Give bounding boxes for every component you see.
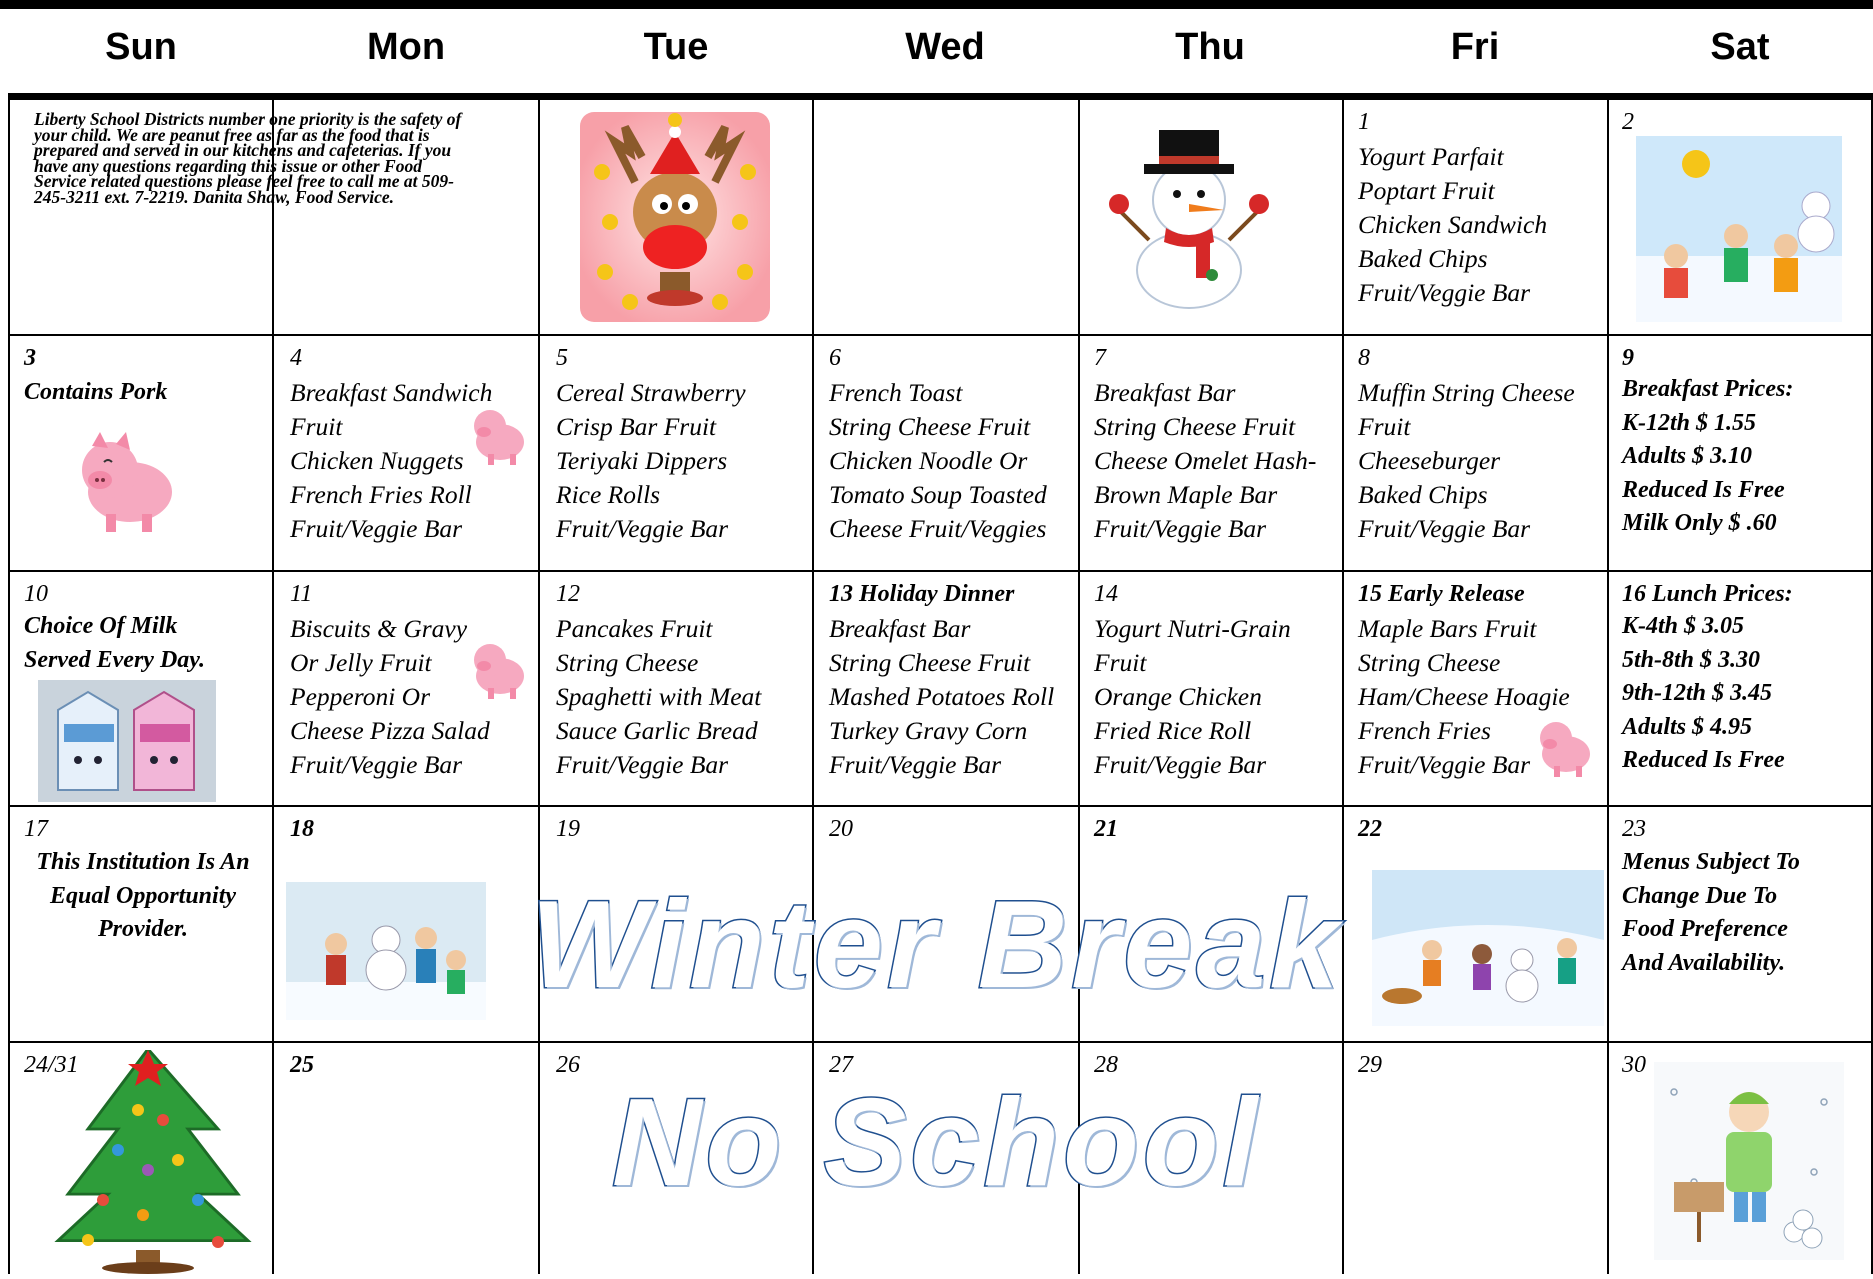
pig-icon	[70, 430, 180, 535]
menu-item: Chicken Nuggets	[290, 446, 464, 475]
price-item: K-12th $ 1.55	[1622, 409, 1757, 436]
date-label: 22	[1358, 816, 1382, 842]
grid-row-divider	[8, 805, 1873, 807]
grid-row-divider	[8, 570, 1873, 572]
date-label: 2	[1622, 109, 1634, 135]
menu-item: Brown Maple Bar	[1094, 480, 1278, 509]
date-label: 17	[24, 816, 48, 842]
menu-item: Maple Bars Fruit	[1358, 614, 1537, 643]
note-line: And Availability.	[1622, 949, 1786, 976]
menu-items	[1094, 612, 1291, 782]
note-line: Change Due To	[1622, 882, 1778, 909]
no-school-banner: No School	[611, 1074, 1262, 1212]
menu-items	[1358, 376, 1575, 546]
note-line: Equal Opportunity	[49, 882, 237, 909]
menu-item: Fruit/Veggie Bar	[1358, 278, 1531, 307]
pig-icon	[1536, 716, 1596, 778]
menu-item: Cheeseburger	[1358, 446, 1501, 475]
date-label: 1	[1358, 109, 1370, 135]
menu-item: Breakfast Bar	[1094, 378, 1236, 407]
day-sat: Sat	[1710, 26, 1770, 68]
menu-items	[556, 612, 761, 782]
menu-item: Fried Rice Roll	[1094, 716, 1252, 745]
menu-item: Fruit/Veggie Bar	[1358, 750, 1531, 779]
menu-item: Spaghetti with Meat	[556, 682, 762, 711]
date-label: 24/31	[24, 1052, 79, 1078]
menu-items	[24, 376, 167, 410]
price-item: 5th-8th $ 3.30	[1622, 646, 1761, 673]
date-label: 26	[556, 1052, 580, 1078]
note-line: This Institution Is An	[36, 849, 250, 875]
milk-carton-icon	[38, 680, 216, 802]
pig-icon	[470, 638, 530, 700]
grid-row-divider	[8, 334, 1873, 336]
kids-snow-icon	[1636, 136, 1842, 322]
menu-item: Crisp Bar Fruit	[556, 412, 717, 441]
price-item: Breakfast Prices:	[1622, 376, 1794, 402]
menu-item: Chicken Noodle Or	[829, 446, 1028, 475]
menu-item: French Fries	[1358, 716, 1491, 745]
menu-item: Fruit	[290, 412, 343, 441]
date-label: 23	[1622, 816, 1646, 842]
note-line: Menus Subject To	[1622, 849, 1800, 875]
top-rule	[0, 0, 1873, 9]
menu-item: Or Jelly Fruit	[290, 648, 432, 677]
price-item: Milk Only $ .60	[1622, 510, 1777, 536]
note-line: Provider.	[98, 916, 188, 942]
menu-items	[1358, 140, 1547, 310]
menu-item: Choice Of Milk	[24, 613, 178, 639]
menu-item: String Cheese Fruit	[829, 412, 1031, 441]
date-label: 29	[1358, 1052, 1382, 1078]
date-label: 28	[1094, 1052, 1118, 1078]
menu-items	[829, 612, 1054, 782]
price-item: K-4th $ 3.05	[1622, 613, 1745, 639]
menu-item: Biscuits & Gravy	[290, 614, 468, 643]
date-label: 13 Holiday Dinner	[829, 581, 1015, 607]
date-label: 7	[1094, 345, 1106, 371]
menu-item: Turkey Gravy Corn	[829, 716, 1028, 745]
menu-item: Muffin String Cheese	[1358, 378, 1575, 407]
menu-item: Orange Chicken	[1094, 682, 1262, 711]
menu-item: Fruit/Veggie Bar	[556, 750, 729, 779]
menu-item: Yogurt Parfait	[1358, 142, 1504, 171]
date-label: 3	[24, 345, 36, 371]
menu-items	[1094, 376, 1316, 546]
menu-items	[24, 610, 205, 677]
date-label: 27	[829, 1052, 853, 1078]
menu-item: Sauce Garlic Bread	[556, 716, 758, 745]
menu-item: Fruit/Veggie Bar	[1094, 514, 1267, 543]
menu-item: String Cheese Fruit	[829, 648, 1031, 677]
peanut-free-note: Liberty School Districts number one priority is the safety of your child. We are peanut free as far as the food that is prepared and served in our kitchens and cafeterias. If you have any questions regarding this issue or other Food Service related questions please feel free to call me at 509-245-3211 ext. 7-2219. Danita Shaw, Food Service.	[34, 109, 462, 207]
menu-item: Ham/Cheese Hoagie	[1358, 682, 1570, 711]
menu-item: Tomato Soup Toasted	[829, 480, 1047, 509]
day-fri: Fri	[1450, 26, 1500, 68]
date-label: 11	[290, 581, 313, 607]
menu-item: Mashed Potatoes Roll	[829, 682, 1055, 711]
date-label: 10	[24, 581, 48, 607]
price-item: Adults $ 4.95	[1622, 713, 1753, 740]
day-wed: Wed	[905, 26, 985, 68]
price-item: Reduced Is Free	[1622, 747, 1785, 773]
day-thu: Thu	[1175, 26, 1245, 68]
date-label: 19	[556, 816, 580, 842]
header-rule	[8, 93, 1873, 100]
menu-item: Fruit/Veggie Bar	[829, 750, 1002, 779]
menu-item: Cheese Pizza Salad	[290, 716, 490, 745]
date-label: 16 Lunch Prices:	[1622, 581, 1793, 607]
date-label: 18	[290, 816, 314, 842]
date-label: 15 Early Release	[1358, 581, 1525, 607]
date-label: 9	[1622, 345, 1634, 371]
price-list	[1622, 373, 1793, 541]
menu-item: Fruit	[1094, 648, 1147, 677]
date-label: 5	[556, 345, 568, 371]
menu-item: String Cheese	[1358, 648, 1501, 677]
date-label: 20	[829, 816, 853, 842]
price-list	[1622, 610, 1785, 778]
menu-item: French Fries Roll	[290, 480, 472, 509]
menu-item: Cheese Omelet Hash-	[1094, 446, 1317, 475]
menu-item: Fruit/Veggie Bar	[290, 750, 463, 779]
day-tue: Tue	[643, 26, 709, 68]
day-mon: Mon	[366, 26, 446, 68]
menu-item: Teriyaki Dippers	[556, 446, 728, 475]
menu-items	[556, 376, 746, 546]
menu-item: Rice Rolls	[556, 480, 661, 509]
date-label: 25	[290, 1052, 314, 1078]
menu-item: Yogurt Nutri-Grain	[1094, 614, 1291, 643]
menu-item: Poptart Fruit	[1358, 176, 1495, 205]
menu-item: Pancakes Fruit	[556, 614, 713, 643]
menu-item: String Cheese	[556, 648, 699, 677]
menu-item: Chicken Sandwich	[1358, 210, 1548, 239]
reindeer-icon	[580, 112, 770, 322]
menu-item: Fruit/Veggie Bar	[290, 514, 463, 543]
menu-item: Fruit/Veggie Bar	[1094, 750, 1267, 779]
menu-item: Cereal Strawberry	[556, 378, 746, 407]
snowman-icon	[1104, 120, 1274, 310]
menu-items	[829, 376, 1047, 546]
date-label: 8	[1358, 345, 1370, 371]
day-sun: Sun	[105, 26, 177, 68]
menu-item: Fruit	[1358, 412, 1411, 441]
date-label: 6	[829, 345, 841, 371]
menu-item: Fruit/Veggie Bar	[1358, 514, 1531, 543]
menu-item: Fruit/Veggie Bar	[556, 514, 729, 543]
price-item: Adults $ 3.10	[1622, 443, 1753, 469]
date-label: 12	[556, 581, 580, 607]
menu-item: Cheese Fruit/Veggies	[829, 514, 1047, 543]
date-label: 4	[290, 345, 302, 371]
date-label: 14	[1094, 581, 1118, 607]
menu-item: French Toast	[829, 378, 963, 407]
grid-row-divider	[8, 1041, 1873, 1043]
menu-item: Baked Chips	[1358, 244, 1488, 273]
price-item: Reduced Is Free	[1622, 476, 1785, 503]
menu-item: Breakfast Bar	[829, 614, 971, 643]
menu-item: String Cheese Fruit	[1094, 412, 1296, 441]
date-label: 21	[1094, 816, 1118, 842]
menu-item: Breakfast Sandwich	[290, 378, 493, 407]
pig-icon	[470, 404, 530, 466]
menu-item: Contains Pork	[24, 379, 168, 405]
note-line: Food Preference	[1622, 916, 1788, 942]
menu-item: Pepperoni Or	[290, 682, 430, 711]
menu-items	[290, 376, 492, 546]
menu-items	[290, 612, 490, 782]
winter-break-banner: Winter Break	[530, 876, 1343, 1014]
menu-item: Baked Chips	[1358, 480, 1488, 509]
menu-item: Served Every Day.	[24, 646, 206, 673]
date-label: 30	[1622, 1052, 1646, 1078]
price-item: 9th-12th $ 3.45	[1622, 680, 1773, 706]
